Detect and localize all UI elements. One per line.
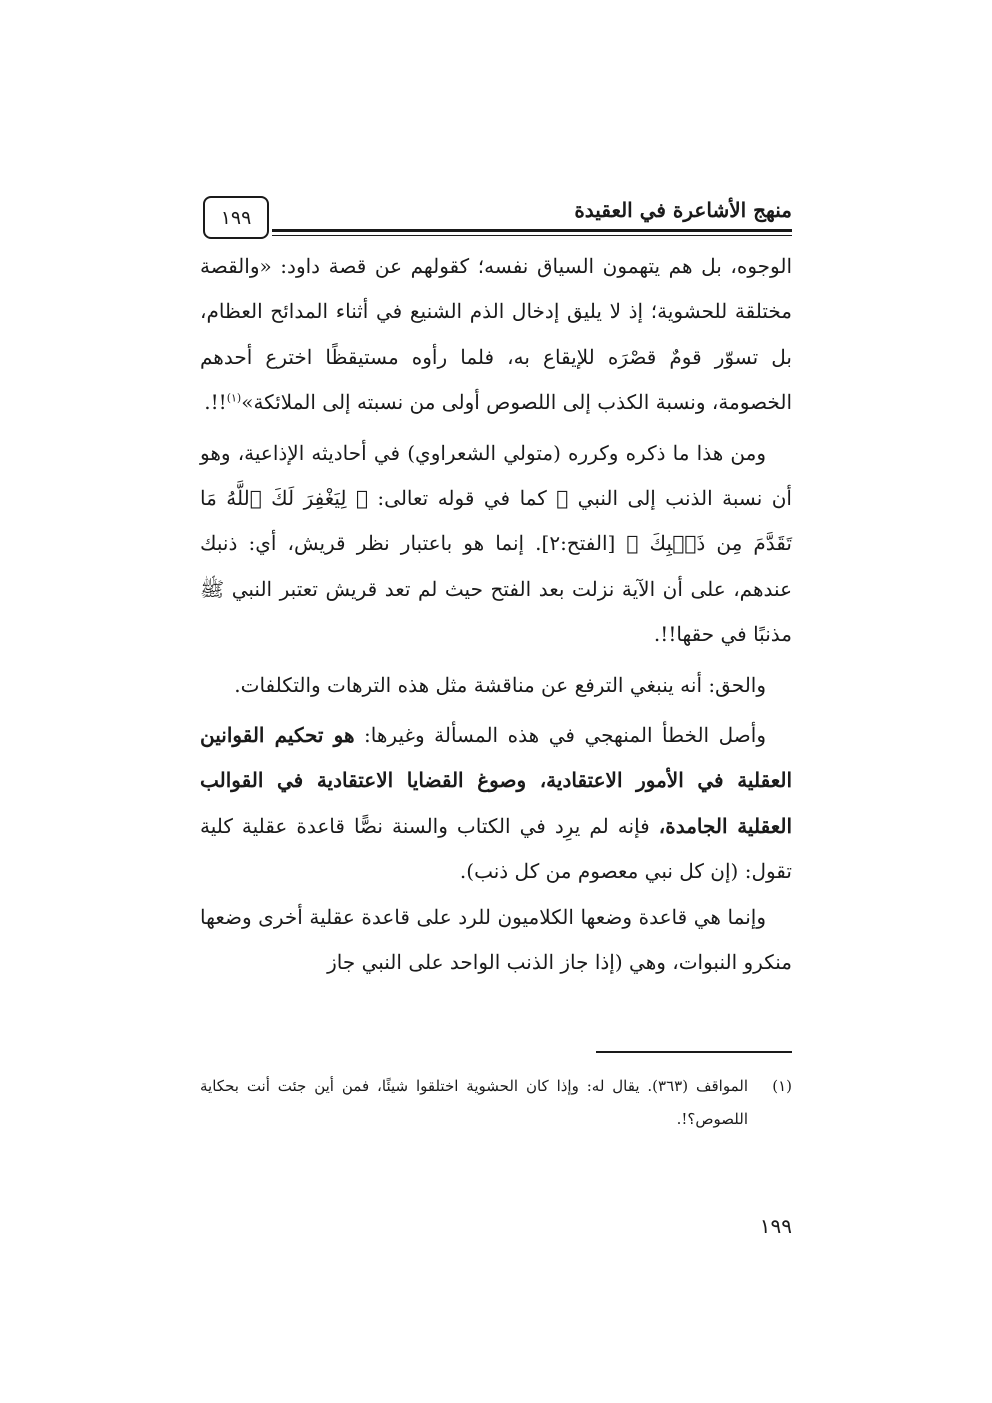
main-text: [200, 244, 792, 986]
paragraph-5: [200, 895, 792, 986]
header-rule-thick: [272, 229, 792, 232]
paragraph-4-lead: وأصل الخطأ المنهجي في هذه المسألة وغيرها:: [354, 723, 766, 748]
running-header-title: منهج الأشاعرة في العقيدة: [574, 198, 792, 222]
footnote-rule: [596, 1051, 792, 1053]
paragraph-2: [200, 431, 792, 658]
paragraph-4: [200, 713, 792, 895]
footnote-number: (١): [772, 1077, 792, 1095]
footnote-reference[interactable]: (١): [226, 391, 242, 405]
header-page-number: ١٩٩: [203, 196, 269, 239]
paragraph-5-text: وإنما هي قاعدة وضعها الكلاميون للرد على قاعدة عقلية أخرى وضعها منكرو النبوات، وهي (إذا جاز الذنب الواحد على النبي جاز: [200, 904, 792, 975]
paragraph-1: [200, 244, 792, 426]
paragraph-1-tail: !!.: [204, 390, 227, 415]
paragraph-2-text: ومن هذا ما ذكره وكرره (متولي الشعراوي) في أحاديثه الإذاعية، وهو أن نسبة الذنب إلى النبي ﷺ كما في قوله تعالى: ﴿ لِيَغْفِرَ لَكَ ٱللَّهُ مَا تَقَدَّمَ مِن ذَنۢبِكَ ﴾ [الفتح:٢]. إنما هو باعتبار نظر قريش، أي: ذنبك عندهم، على أن الآية نزلت بعد الفتح حيث لم تعد قريش تعتبر النبي ﷺ مذنبًا في حقها!!.: [200, 440, 792, 647]
footer-page-number: ١٩٩: [759, 1214, 792, 1238]
paragraph-3: [200, 663, 792, 708]
footnote-text: المواقف (٣٦٣). يقال له: وإذا كان الحشوية اختلقوا شيئًا، فمن أين جئت أنت بحكاية اللصوص؟!.: [200, 1077, 748, 1128]
header-rule-thin: [272, 235, 792, 236]
paragraph-4-rest: فإنه لم يرِد في الكتاب والسنة نصًّا قاعدة عقلية كلية تقول: (إن كل نبي معصوم من كل ذنب).: [200, 813, 792, 884]
paragraph-1-text: الوجوه، بل هم يتهمون السياق نفسه؛ كقولهم عن قصة داود: «والقصة مختلقة للحشوية؛ إذ لا يليق إدخال الذم الشنيع في أثناء المدائح العظام، بل تسوّر قومٌ قصْرَه للإيقاع به، فلما رأوه مستيقظًا اخترع أحدهم الخصومة، ونسبة الكذب إلى اللصوص أولى من نسبته إلى الملائكة»: [200, 254, 792, 415]
footnote: [200, 1070, 792, 1136]
paragraph-3-text: والحق: أنه ينبغي الترفع عن مناقشة مثل هذه الترهات والتكلفات.: [234, 672, 766, 697]
paragraph-4-bold: هو تحكيم القوانين العقلية في الأمور الاعتقادية، وصوغ القضايا الاعتقادية في القوالب العقلية الجامدة،: [200, 723, 793, 838]
